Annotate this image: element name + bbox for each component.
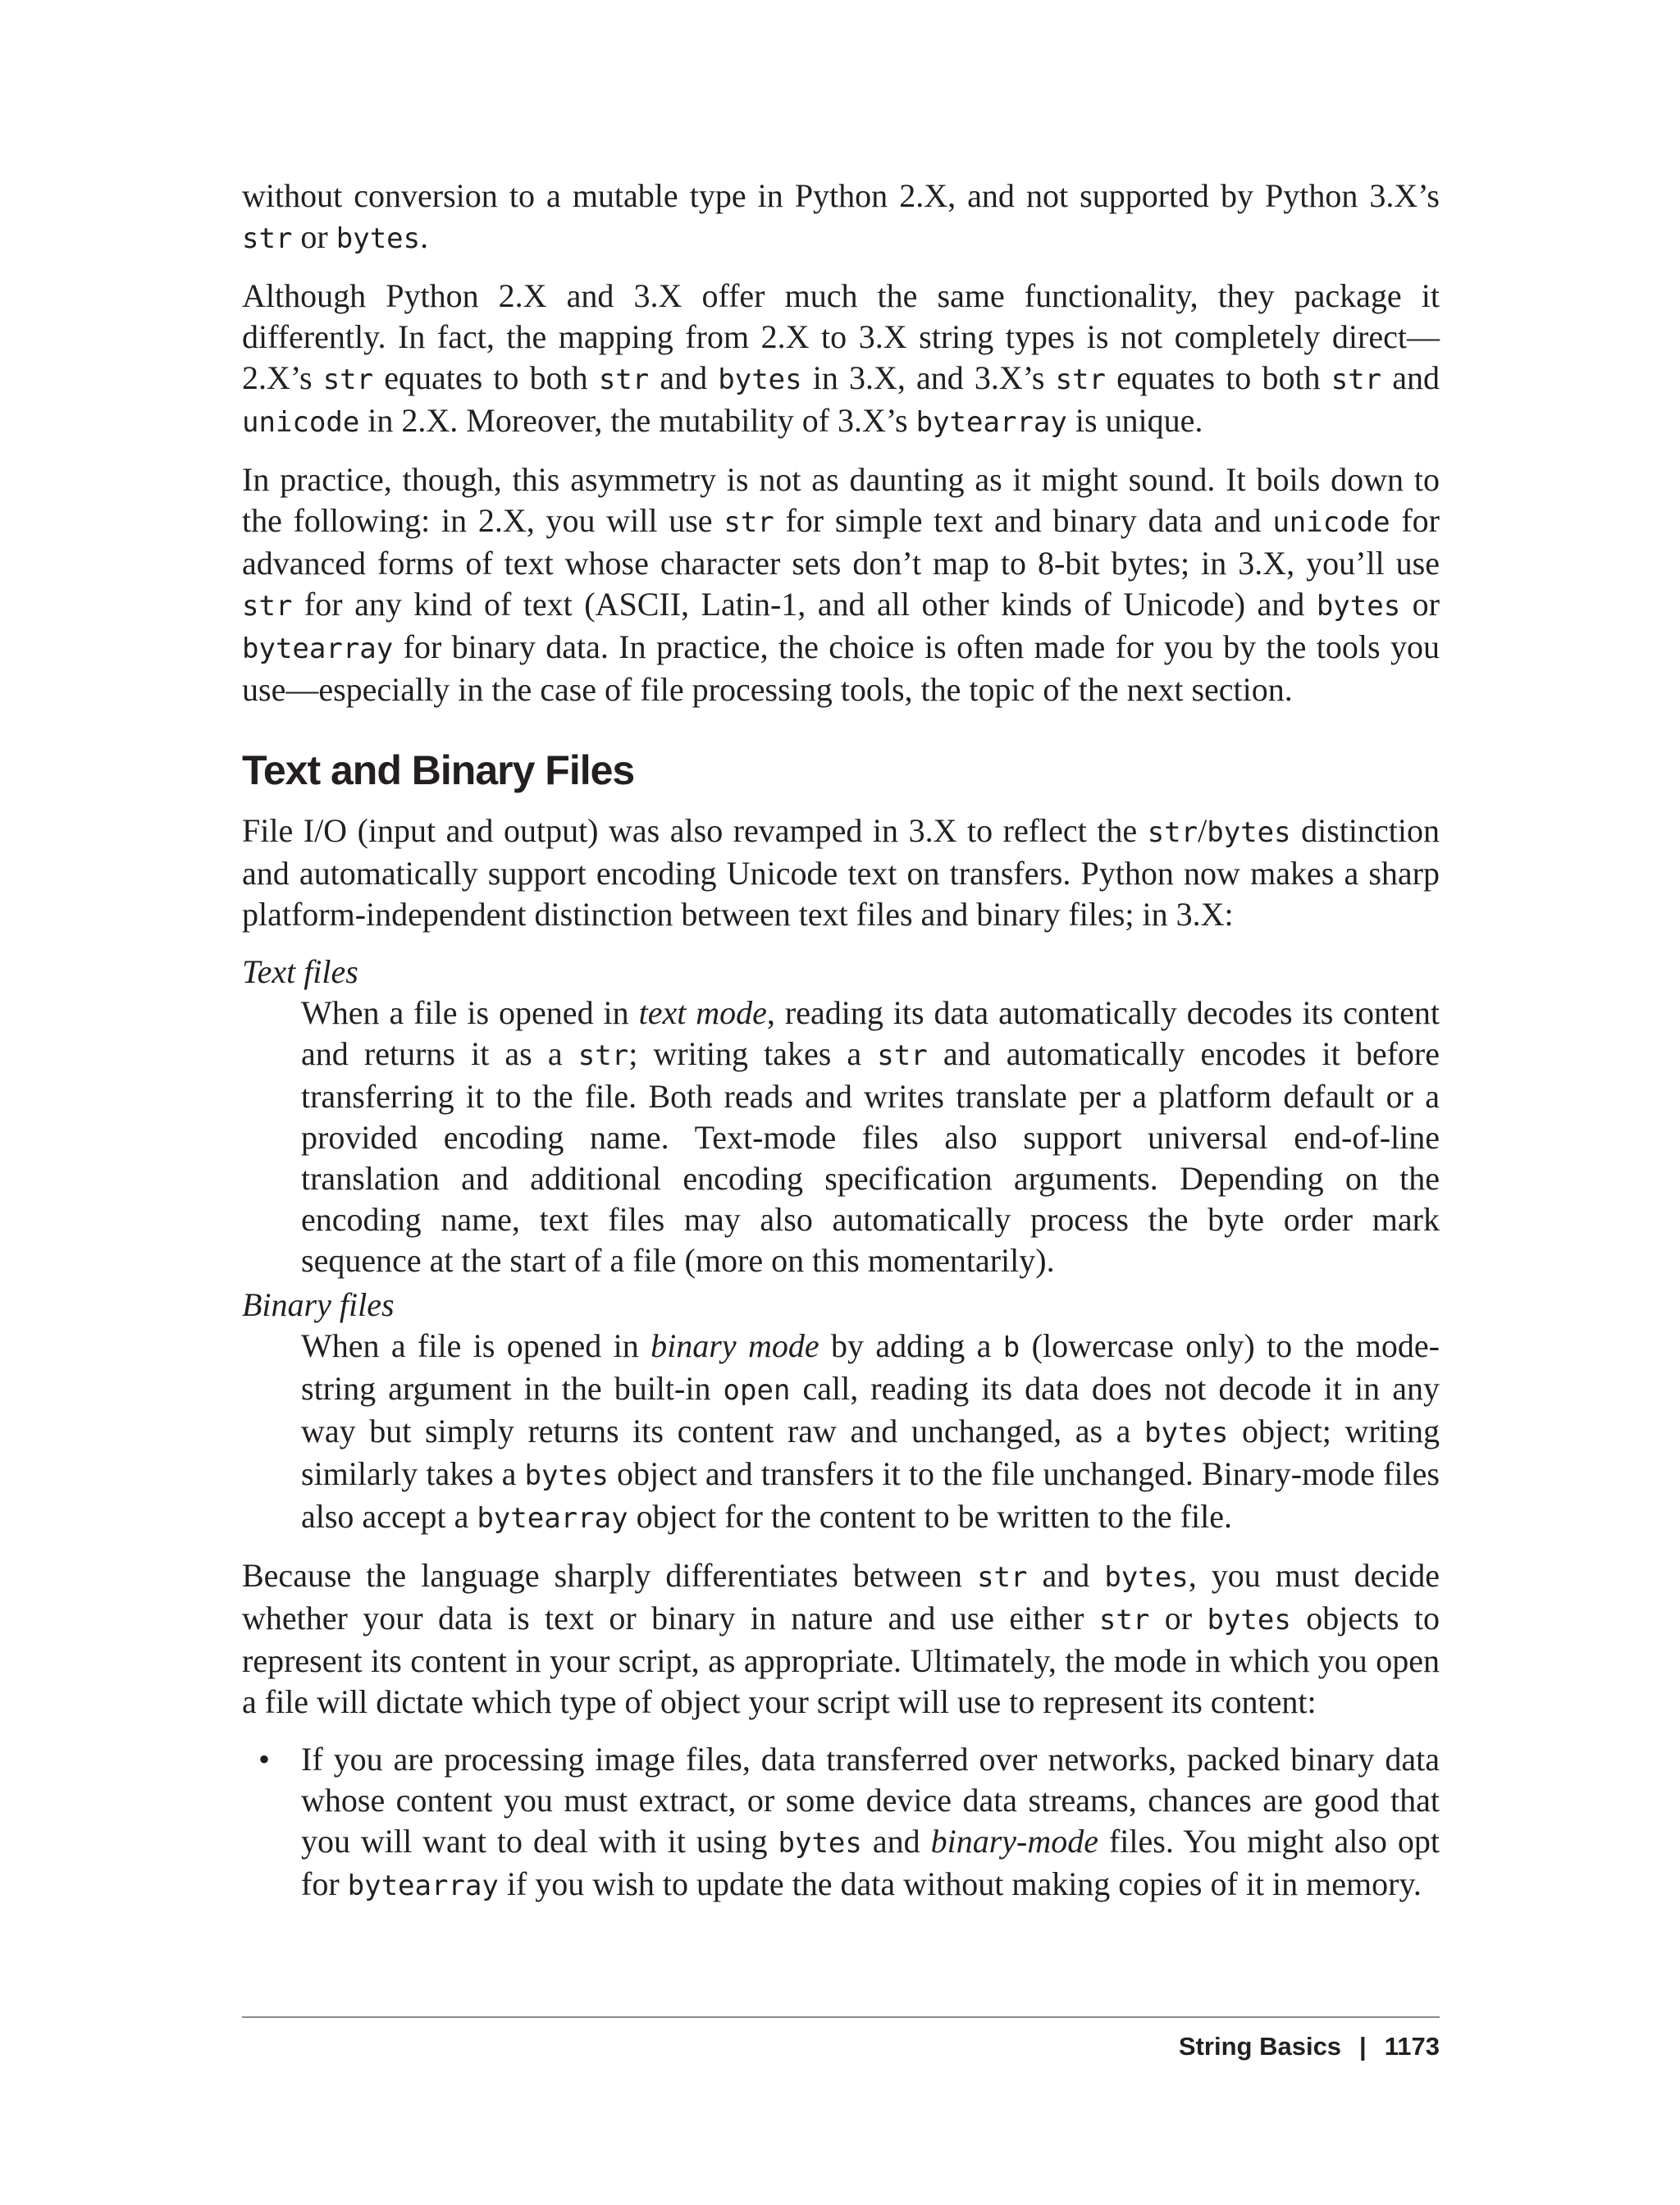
text-run: and — [1027, 1557, 1105, 1594]
page-body — [242, 176, 1440, 1906]
code-bytes: bytes — [1207, 1604, 1291, 1637]
text-run: and — [649, 359, 719, 396]
emphasis-text-mode: text mode — [638, 994, 767, 1031]
code-b: b — [1002, 1331, 1020, 1364]
term-binary-files: Binary files — [242, 1286, 395, 1323]
text-run: (lowercase only) to the mode-string argument in the built-in — [301, 1327, 1440, 1407]
code-bytearray: bytearray — [915, 406, 1067, 439]
code-bytes: bytes — [1144, 1417, 1229, 1449]
text-run: , you must decide whether your data is text or binary in nature and use either — [242, 1557, 1440, 1637]
text-run: and automatically encodes it before transferring it to the file. Both reads and writes translate per a platform default or a provided encoding name. Text-mode files also support universal end-of-line translation and additional encoding specification arguments. Depending on the encoding name, text files may also automatically process the byte order mark sequence at the start of a file (more on this momentarily). — [301, 1035, 1440, 1279]
text-run: by adding a — [819, 1327, 1003, 1364]
code-str: str — [578, 1039, 629, 1072]
code-str: str — [322, 363, 374, 396]
text-run: for advanced forms of text whose character sets don’t map to 8-bit bytes; in 3.X, you’ll use — [242, 502, 1440, 582]
code-bytes: bytes — [336, 222, 421, 255]
bullet-marker: • — [258, 1741, 271, 1778]
list-item — [242, 1739, 1440, 1906]
footer-divider — [242, 2016, 1440, 2018]
definition-text-files — [301, 993, 1440, 1281]
code-bytes: bytes — [1207, 816, 1291, 849]
page-number: 1173 — [1384, 2032, 1440, 2061]
text-run: files. You might also opt for — [301, 1823, 1440, 1902]
emphasis-binary-mode: binary-mode — [930, 1823, 1098, 1860]
emphasis-binary-mode: binary mode — [651, 1327, 819, 1364]
text-run: object and transfers it to the file unchanged. Binary-mode files also accept a — [301, 1455, 1440, 1535]
definition-binary-files — [301, 1326, 1440, 1539]
paragraph-intro-continuation — [242, 176, 1440, 259]
text-run: When a file is opened in — [301, 1327, 651, 1364]
text-run: object; writing similarly takes a — [301, 1413, 1440, 1492]
text-run: . — [420, 218, 429, 255]
running-footer-section: String Basics — [1178, 2032, 1342, 2061]
text-run: for simple text and binary data and — [774, 502, 1273, 539]
code-str: str — [1055, 363, 1106, 396]
bullet-list — [242, 1739, 1440, 1906]
code-str: str — [724, 506, 774, 539]
text-run: in 2.X. Moreover, the mutability of 3.X’s — [359, 402, 916, 439]
text-run: / — [1198, 812, 1208, 849]
code-unicode: unicode — [1272, 506, 1390, 539]
code-str: str — [1331, 363, 1382, 396]
code-open: open — [723, 1374, 791, 1407]
text-run: in 3.X, and 3.X’s — [801, 359, 1056, 396]
text-run: objects to represent its content in your script, as appropriate. Ultimately, the mode in which you open a file will dictate which type of object your script will use to represent its content: — [242, 1600, 1440, 1720]
paragraph-version-mapping — [242, 276, 1440, 443]
section-heading: Text and Binary Files — [242, 747, 635, 793]
text-run: without conversion to a mutable type in Python 2.X, and not supported by Python 3.X’s — [242, 177, 1440, 214]
text-run: equates to both — [1106, 359, 1331, 396]
code-bytearray: bytearray — [347, 1869, 499, 1902]
text-run: distinction and automatically support encoding Unicode text on transfers. Python now makes a sharp platform-independent distinction between text files and binary files; in 3.X: — [242, 812, 1440, 933]
code-bytes: bytes — [1104, 1561, 1189, 1594]
page-footer — [242, 2029, 1440, 2064]
code-str: str — [1098, 1604, 1150, 1637]
code-unicode: unicode — [242, 406, 360, 439]
text-run: object for the content to be written to the file. — [628, 1498, 1232, 1535]
footer-separator: | — [1359, 2032, 1367, 2061]
code-str: str — [598, 363, 650, 396]
text-run: for any kind of text (ASCII, Latin-1, and all other kinds of Unicode) and — [292, 586, 1317, 623]
text-run: equates to both — [373, 359, 599, 396]
code-bytes: bytes — [778, 1827, 862, 1860]
text-run: or — [1149, 1600, 1208, 1637]
text-run: call, reading its data does not decode it in any way but simply returns its content raw and unchanged, as a — [301, 1370, 1440, 1449]
text-run: if you wish to update the data without making copies of it in memory. — [498, 1865, 1422, 1902]
text-run: is unique. — [1066, 402, 1203, 439]
code-bytearray: bytearray — [242, 632, 394, 665]
code-bytearray: bytearray — [477, 1502, 628, 1535]
text-run: If you are processing image files, data transferred over networks, packed binary data whose content you must extract, or some device data streams, chances are good that you will want to deal with it using — [301, 1741, 1440, 1860]
text-run: for binary data. In practice, the choice is often made for you by the tools you use—especially in the case of file processing tools, the topic of the next section. — [242, 628, 1440, 708]
code-str: str — [877, 1039, 928, 1072]
code-bytes: bytes — [718, 363, 802, 396]
code-str: str — [977, 1561, 1028, 1594]
text-run: File I/O (input and output) was also revamped in 3.X to reflect the — [242, 812, 1148, 849]
paragraph-file-io — [242, 810, 1440, 935]
code-str: str — [242, 590, 293, 623]
text-run: Although Python 2.X and 3.X offer much the same functionality, they package it differently. In fact, the mapping from 2.X to 3.X string types is not completely direct—2.X’s — [242, 277, 1440, 396]
text-run: When a file is opened in — [301, 994, 639, 1031]
text-run: In practice, though, this asymmetry is not as daunting as it might sound. It boils down to the following: in 2.X, you will use — [242, 461, 1440, 539]
text-run: ; writing takes a — [628, 1035, 878, 1072]
code-bytes: bytes — [524, 1459, 609, 1492]
paragraph-in-practice — [242, 459, 1440, 710]
text-run: and — [1381, 359, 1440, 396]
text-run: or — [1400, 586, 1440, 623]
text-run: , reading its data automatically decodes its content and returns it as a — [301, 994, 1440, 1072]
code-bytes: bytes — [1316, 590, 1401, 623]
text-run: and — [861, 1823, 931, 1860]
definition-list — [242, 952, 1440, 1539]
text-run: Because the language sharply differentiates between — [242, 1557, 978, 1594]
paragraph-language-differentiates — [242, 1555, 1440, 1723]
code-str: str — [242, 222, 293, 255]
term-text-files: Text files — [242, 953, 358, 990]
text-run: or — [292, 218, 336, 255]
code-str: str — [1147, 816, 1198, 849]
